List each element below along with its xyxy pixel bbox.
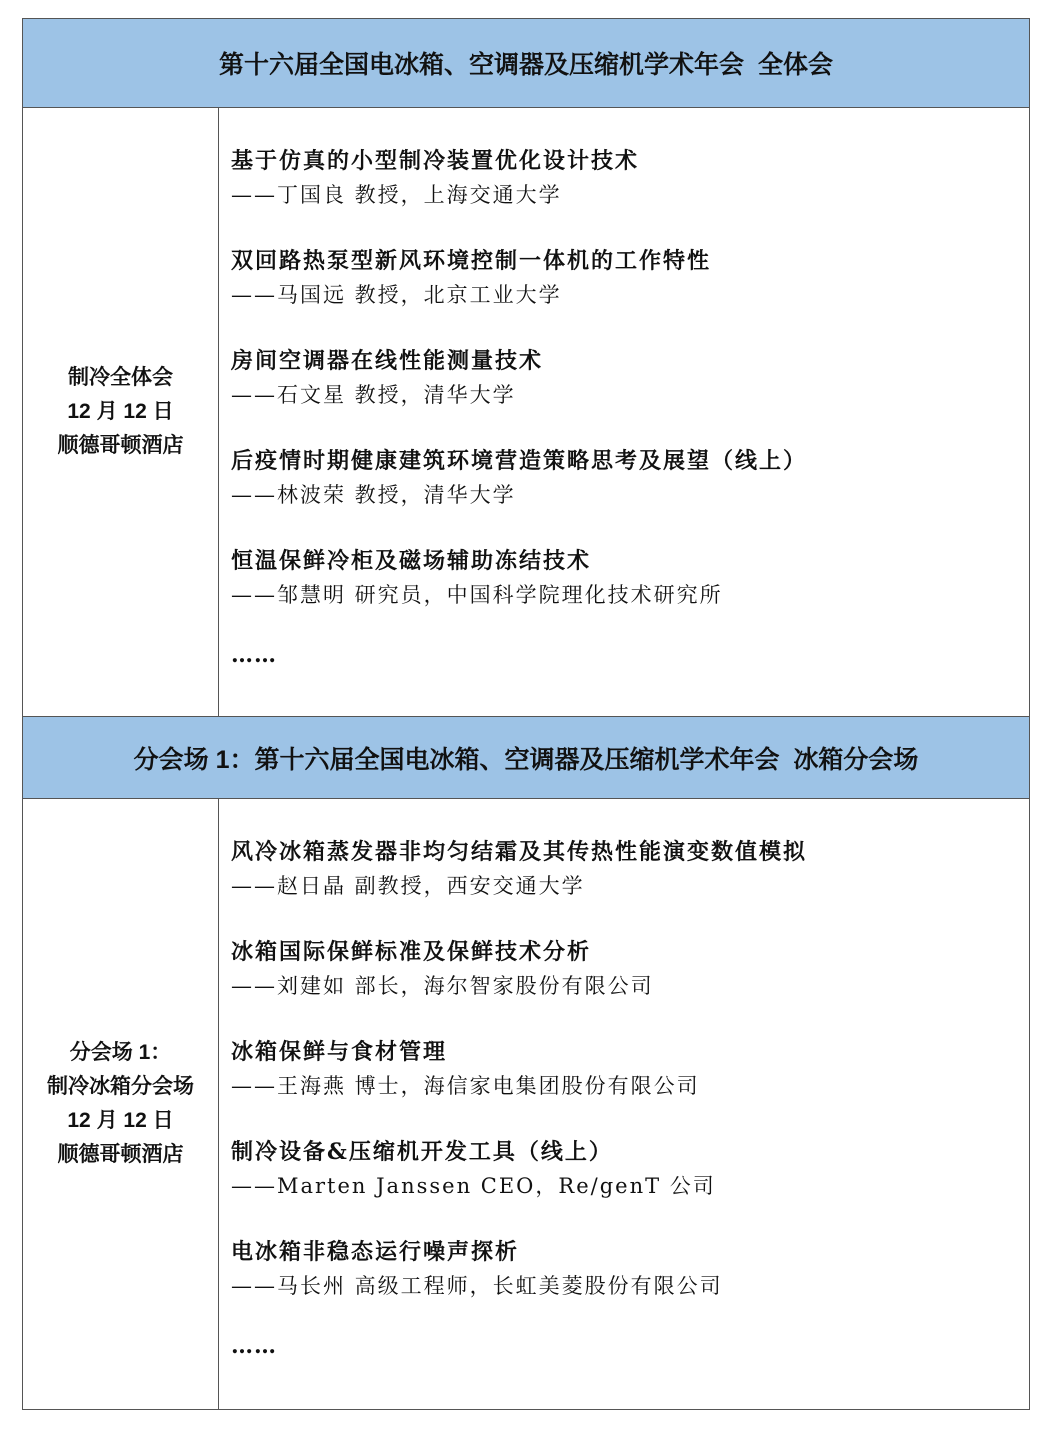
talk-title: 冰箱国际保鲜标准及保鲜技术分析 [231, 939, 592, 965]
session-venue: 顺德哥顿酒店 [57, 434, 184, 457]
plenary-talk-list [219, 108, 1029, 716]
talk-title: 基于仿真的小型制冷装置优化设计技术 [231, 148, 640, 174]
branch-header [23, 716, 1029, 799]
talk-speaker: ——马国远 教授，北京工业大学 [231, 283, 562, 307]
talk-item [231, 1035, 1029, 1103]
talk-speaker: ——邹慧明 研究员，中国科学院理化技术研究所 [231, 583, 723, 607]
talk-speaker: ——丁国良 教授，上海交通大学 [231, 183, 562, 207]
talk-title: 风冷冰箱蒸发器非均匀结霜及其传热性能演变数值模拟 [231, 839, 808, 865]
talk-speaker: ——林波荣 教授，清华大学 [231, 483, 516, 507]
talk-title: 电冰箱非稳态运行噪声探析 [231, 1239, 520, 1265]
session-name-line1: 分会场 1： [69, 1041, 172, 1064]
talk-speaker: ——马长州 高级工程师，长虹美菱股份有限公司 [231, 1274, 723, 1298]
talk-title: 房间空调器在线性能测量技术 [231, 348, 544, 374]
talk-title: 制冷设备&压缩机开发工具（线上） [231, 1139, 613, 1165]
talk-item [231, 244, 1029, 312]
plenary-header-text: 第十六届全国电冰箱、空调器及压缩机学术年会 全体会 [219, 51, 833, 79]
plenary-row [23, 108, 1029, 716]
talk-title: 恒温保鲜冷柜及磁场辅助冻结技术 [231, 548, 592, 574]
branch-header-text: 分会场 1：第十六届全国电冰箱、空调器及压缩机学术年会 冰箱分会场 [133, 745, 919, 774]
session-venue: 顺德哥顿酒店 [57, 1143, 184, 1166]
talk-item [231, 1235, 1029, 1303]
more-ellipsis: …… [231, 1333, 277, 1359]
more-ellipsis: …… [231, 642, 277, 668]
branch-talk-list [219, 799, 1029, 1409]
talk-item [231, 1135, 1029, 1203]
session-date: 12 月 12 日 [67, 400, 174, 423]
branch-session-info [23, 799, 219, 1409]
branch-row [23, 799, 1029, 1409]
talk-speaker: ——石文星 教授，清华大学 [231, 383, 516, 407]
talk-title: 冰箱保鲜与食材管理 [231, 1039, 448, 1065]
session-name: 制冷全体会 [68, 366, 173, 389]
talk-item [231, 544, 1029, 612]
talk-item [231, 835, 1029, 903]
agenda-table [22, 18, 1030, 1410]
talk-item [231, 935, 1029, 1003]
session-name-line2: 制冷冰箱分会场 [47, 1075, 194, 1098]
plenary-session-info [23, 108, 219, 716]
talk-speaker: ——赵日晶 副教授，西安交通大学 [231, 874, 585, 898]
talk-item [231, 144, 1029, 212]
talk-item [231, 344, 1029, 412]
talk-speaker: ——Marten Janssen CEO，Re/genT 公司 [231, 1174, 716, 1198]
talk-item [231, 444, 1029, 512]
talk-speaker: ——刘建如 部长，海尔智家股份有限公司 [231, 974, 654, 998]
session-date: 12 月 12 日 [67, 1109, 174, 1132]
talk-title: 双回路热泵型新风环境控制一体机的工作特性 [231, 248, 712, 274]
talk-title: 后疫情时期健康建筑环境营造策略思考及展望（线上） [231, 448, 808, 474]
plenary-header [23, 19, 1029, 108]
talk-speaker: ——王海燕 博士，海信家电集团股份有限公司 [231, 1074, 700, 1098]
